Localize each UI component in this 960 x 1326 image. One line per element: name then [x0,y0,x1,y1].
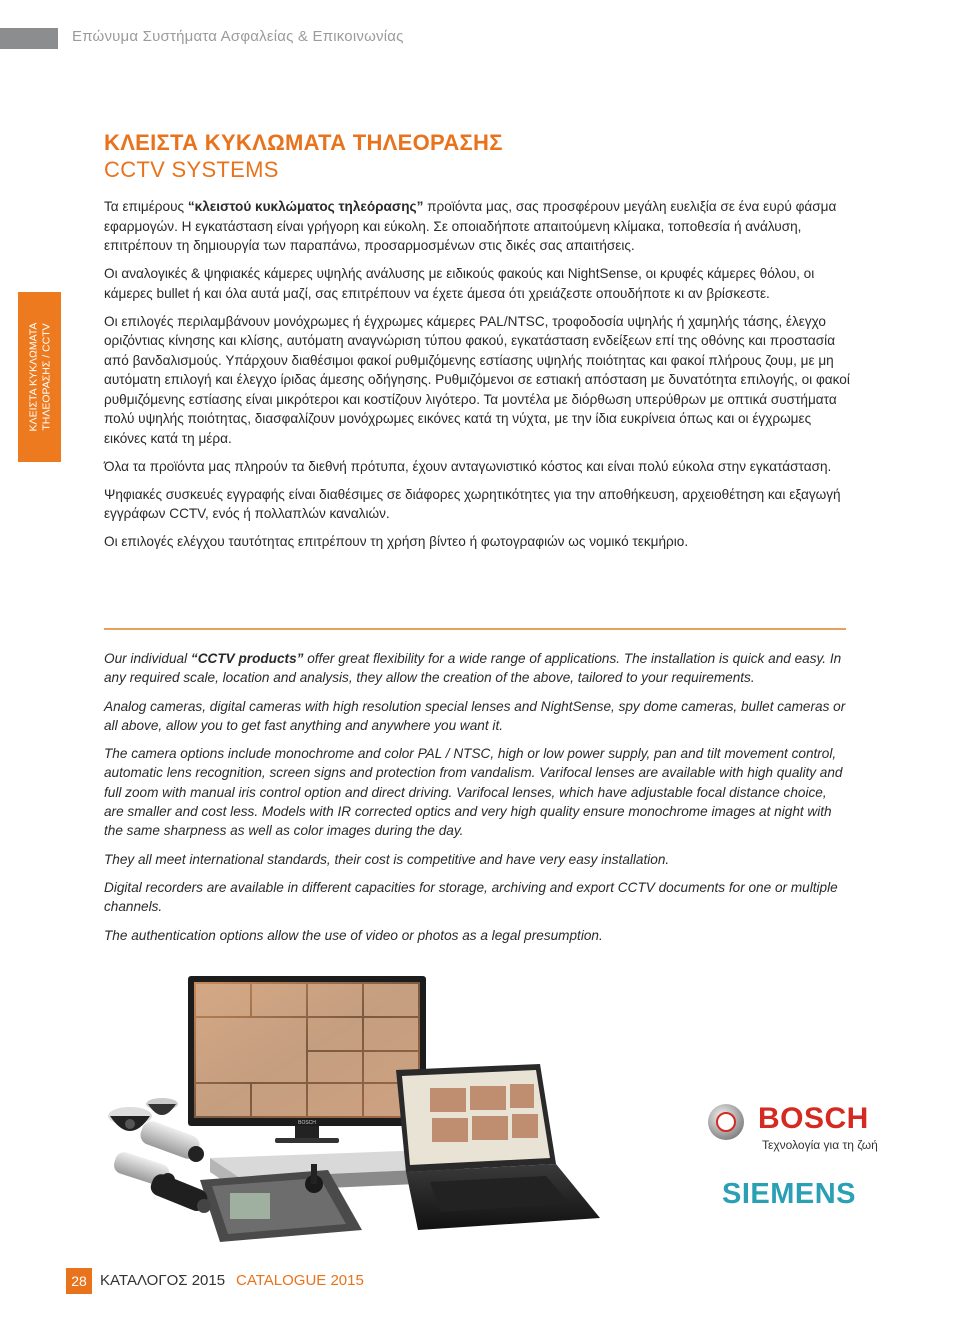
laptop-icon [396,1064,600,1230]
en-paragraph-4: They all meet international standards, their cost is competitive and have very easy installation. [104,851,670,867]
side-tab-line1: ΚΛΕΙΣΤΑ ΚΥΚΛΩΜΑΤΑ [26,322,39,432]
dome-camera-icon [146,1098,178,1115]
gr-paragraph-3: Οι επιλογές περιλαμβάνουν μονόχρωμες ή έγχρωμες κάμερες PAL/NTSC, τροφοδοσία υψηλής ή χαμηλής τάσης, έλεγχο οριζόντιας κίνησης και κλίσης, αυτόματη αναγνώριση τύπου φακού, εγκατάσταση ενδείξεων επί της οθόνης και προστασία από βανδαλισμούς. Υπάρχουν διαθέσιμοι φακοί ρυθμιζόμενης εστίασης υψηλής ποιότητας και φακοί πλήρους ζουμ, με μη αυτόματη επιλογή και έλεγχο ίριδας άμεσης οδήγησης. Ρυθμιζόμενοι σε εστιακή απόσταση με δυνατότητα επιλογής, οι φακοί ρυθμιζόμενης εστίασης είναι μικρότεροι και κοστίζουν λιγότερο. Τα μοντέλα με διόρθωση υπερύθρων με οπτικά συστήματα πολύ υψηλής ποιότητας, διασφαλίζουν μονόχρωμες εικόνες κατά τη νύχτα, με την ίδια ευκρίνεια όπως και οι έγχρωμες εικόνες κατά τη μέρα. [104,313,850,446]
page-header-title: Επώνυμα Συστήματα Ασφαλείας & Επικοινωνίας [72,28,404,45]
bosch-tagline: Τεχνολογία για τη ζωή [762,1138,878,1152]
gr-paragraph-2: Οι αναλογικές & ψηφιακές κάμερες υψηλής ανάλυσης με ειδικούς φακούς και NightSense, οι κρυφές κάμερες θόλου, οι κάμερες bullet ή και όλα αυτά μαζί, σας επιτρέπουν να έχετε άμεσα ότι χρειάζεστε οπουδήποτε κι αν βρίσκεστε. [104,266,815,301]
header-bar-block [0,28,58,49]
gr-paragraph-1: Τα επιμέρους “κλειστού κυκλώματος τηλεόρασης” προϊόντα μας, σας προσφέρουν μεγάλη ευελιξία σε ένα ευρύ φάσμα εφαρμογών. Η εγκατάσταση είναι γρήγορη και εύκολη. Σε οποιαδήποτε απαιτούμενη κλίμακα, τοποθεσία ή ανάλυση, επιτρέπουν τη δημιουργία των παραπάνω, προσαρμοσμένων στις δικές σας απαιτήσεις. [104,199,837,253]
section-title-english: CCTV SYSTEMS [104,157,279,182]
english-body-text [104,649,849,954]
en-paragraph-2: Analog cameras, digital cameras with high resolution special lenses and NightSense, spy dome cameras, bullet cameras or all above, allow you to get fast anything and anywhere you want it. [104,698,846,733]
greek-body-text [104,197,856,560]
en-paragraph-6: The authentication options allow the use of video or photos as a legal presumption. [104,927,603,943]
en-paragraph-1: Our individual “CCTV products” offer great flexibility for a wide range of applications. The installation is quick and easy. In any required scale, location and analysis, they allow the creation of the above, tailored to your requirements. [104,651,842,686]
siemens-logo: SIEMENS [722,1178,857,1210]
gr-bold-phrase: “κλειστού κυκλώματος τηλεόρασης” [187,199,424,214]
gr-paragraph-6: Οι επιλογές ελέγχου ταυτότητας επιτρέπουν τη χρήση βίντεο ή φωτογραφιών ως νομικό τεκμήριο. [104,534,689,549]
side-tab-line2: ΤΗΛΕΟΡΑΣΗΣ / CCTV [39,323,52,431]
svg-text:BOSCH: BOSCH [298,1120,316,1126]
gr-paragraph-5: Ψηφιακές συσκευές εγγραφής είναι διαθέσιμες σε διάφορες χωρητικότητες για την αποθήκευση, αρχειοθέτηση και εξαγωγή εγγράφων CCTV, ενός ή πολλαπλών καναλιών. [104,486,841,521]
section-title-greek: ΚΛΕΙΣΤΑ ΚΥΚΛΩΜΑΤΑ ΤΗΛΕΟΡΑΣΗΣ [104,130,503,155]
bosch-emblem-icon [708,1104,744,1140]
en-bold-phrase: “CCTV products” [190,651,304,666]
monitor-icon [188,976,426,1143]
section-divider [104,628,846,630]
bosch-wordmark: BOSCH [758,1102,869,1135]
en-paragraph-5: Digital recorders are available in different capacities for storage, archiving and export CCTV documents for one or multiple channels. [104,879,838,915]
en-paragraph-3: The camera options include monochrome and color PAL / NTSC, high or low power supply, pan and tilt movement control, automatic lens recognition, screen signs and protection from vandalism. Varifocal lenses are available with high quality and full zoom with manual iris control option and direct driving. Varifocal lenses, which have adjustable focal distance choice, are smaller and cost less. Models with IR corrected optics and very high quality ensure monochrome images at night with the same sharpness as well as color images during the day. [104,746,843,839]
footer-catalog-greek: ΚΑΤΑΛΟΓΟΣ 2015 [100,1272,226,1289]
cctv-products-image [100,968,700,1258]
gr-paragraph-4: Όλα τα προϊόντα μας πληρούν τα διεθνή πρότυπα, έχουν ανταγωνιστικό κόστος και είναι πολύ εύκολα στην εγκατάσταση. [104,458,832,474]
side-section-tab [18,292,61,462]
bosch-logo [708,1102,878,1154]
footer-catalog-english: CATALOGUE 2015 [236,1272,364,1289]
page-number: 28 [66,1268,92,1294]
bullet-camera-icon [148,1172,211,1214]
